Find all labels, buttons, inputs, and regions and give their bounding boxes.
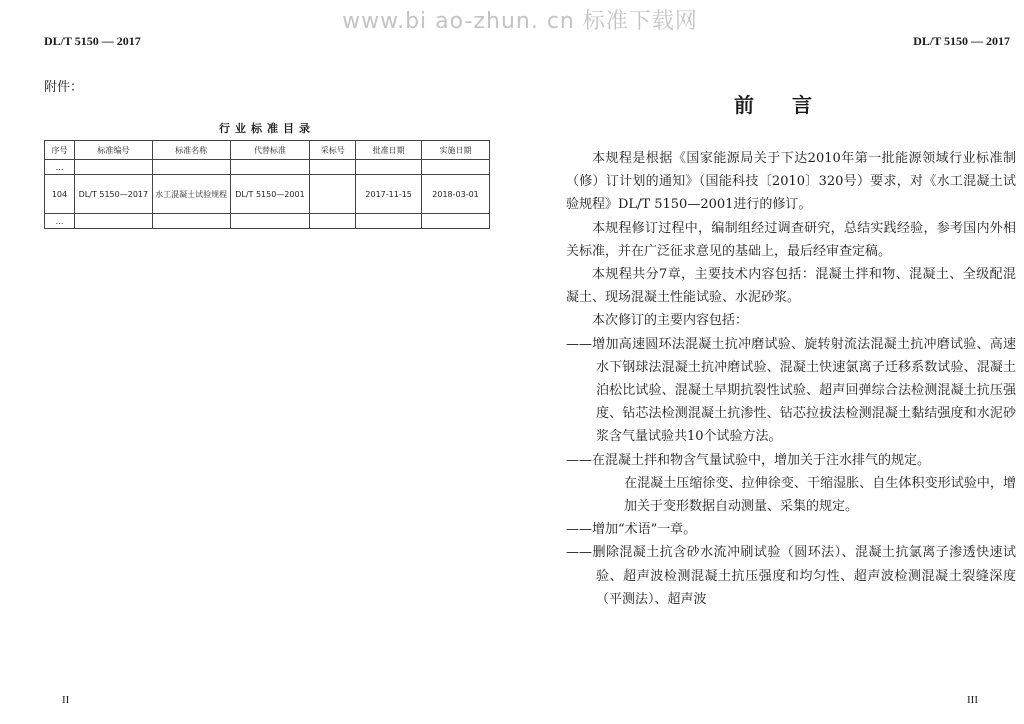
col-header-effective-date: 实施日期 xyxy=(422,141,490,160)
table-header-row xyxy=(45,141,490,160)
table-cell xyxy=(74,160,152,175)
table-cell xyxy=(310,214,356,229)
revision-item: ——删除混凝土抗含砂水流冲刷试验（圆环法）、混凝土抗氯离子渗透快速试验、超声波检测混凝土抗压强度和均匀性、超声波检测混凝土裂缝深度（平测法）、超声波 xyxy=(566,545,1016,607)
col-header-replaced-standard: 代替标准 xyxy=(230,141,310,160)
preface-paragraph: 本规程共分7章，主要技术内容包括：混凝土拌和物、混凝土、全级配混凝土、现场混凝土性能试验、水泥砂浆。 xyxy=(566,267,1016,306)
table-cell: 2018-03-01 xyxy=(422,175,490,214)
table-cell xyxy=(74,214,152,229)
table-title: 行业标准目录 xyxy=(219,122,315,135)
table-cell xyxy=(230,214,310,229)
table-cell xyxy=(152,214,230,229)
revision-item: ——增加高速圆环法混凝土抗冲磨试验、旋转射流法混凝土抗冲磨试验、高速水下钢球法混凝土抗冲磨试验、混凝土快速氯离子迁移系数试验、混凝土泊松比试验、混凝土早期抗裂性试验、超声回弹综合法检测混凝土抗压强度、钻芯法检测混凝土抗渗性、钻芯拉拔法检测混凝土黏结强度和水泥砂浆含气量试验共10个试验方法。 xyxy=(566,336,1016,445)
table-cell xyxy=(310,175,356,214)
table-cell: 104 xyxy=(45,175,75,214)
table-row xyxy=(45,214,490,229)
col-header-approval-date: 批准日期 xyxy=(356,141,422,160)
table-cell: DL/T 5150—2017 xyxy=(74,175,152,214)
col-header-index: 序号 xyxy=(45,141,75,160)
page-number: II xyxy=(62,694,70,706)
table-cell: 水工混凝土试验规程 xyxy=(152,175,230,214)
standard-code-header: DL/T 5150 — 2017 xyxy=(44,34,141,48)
preface-body xyxy=(566,147,1016,611)
col-header-standard-number: 标准编号 xyxy=(74,141,152,160)
preface-title: 前言 xyxy=(734,93,850,117)
table-cell: 2017-11-15 xyxy=(356,175,422,214)
table-cell: DL/T 5150—2001 xyxy=(230,175,310,214)
table-row xyxy=(45,160,490,175)
table-cell xyxy=(230,160,310,175)
revision-subitem: 在混凝土压缩徐变、拉伸徐变、干缩湿胀、自生体积变形试验中，增加关于变形数据自动测量、采集的规定。 xyxy=(624,475,1016,515)
standards-catalog-table xyxy=(44,140,490,229)
revision-item: ——增加“术语”一章。 xyxy=(566,522,697,538)
table-cell xyxy=(356,160,422,175)
right-page xyxy=(512,0,1024,724)
preface-paragraph: 本规程是根据《国家能源局关于下达2010年第一批能源领域行业标准制（修）订计划的通知》（国能科技〔2010〕320号）要求，对《水工混凝土试验规程》DL/T 5150—2001进行的修订。 xyxy=(566,151,1016,213)
table-cell xyxy=(310,160,356,175)
col-header-adoption-number: 采标号 xyxy=(310,141,356,160)
table-cell: … xyxy=(45,160,75,175)
preface-paragraph: 本次修订的主要内容包括： xyxy=(592,313,749,329)
table-cell xyxy=(422,214,490,229)
col-header-standard-name: 标准名称 xyxy=(152,141,230,160)
table-cell xyxy=(356,214,422,229)
attachment-label: 附件： xyxy=(44,80,84,95)
preface-paragraph: 本规程修订过程中，编制组经过调查研究，总结实践经验，参考国内外相关标准，并在广泛征求意见的基础上，最后经审查定稿。 xyxy=(566,220,1016,259)
table-row xyxy=(45,175,490,214)
standard-code-header: DL/T 5150 — 2017 xyxy=(913,34,1010,48)
table-cell xyxy=(422,160,490,175)
table-cell xyxy=(152,160,230,175)
revision-item: ——在混凝土拌和物含气量试验中，增加关于注水排气的规定。 xyxy=(566,452,931,468)
page-number: III xyxy=(967,694,978,706)
site-watermark: www.bi ao-zhun. cn 标准下载网 xyxy=(342,9,698,34)
table-cell: … xyxy=(45,214,75,229)
